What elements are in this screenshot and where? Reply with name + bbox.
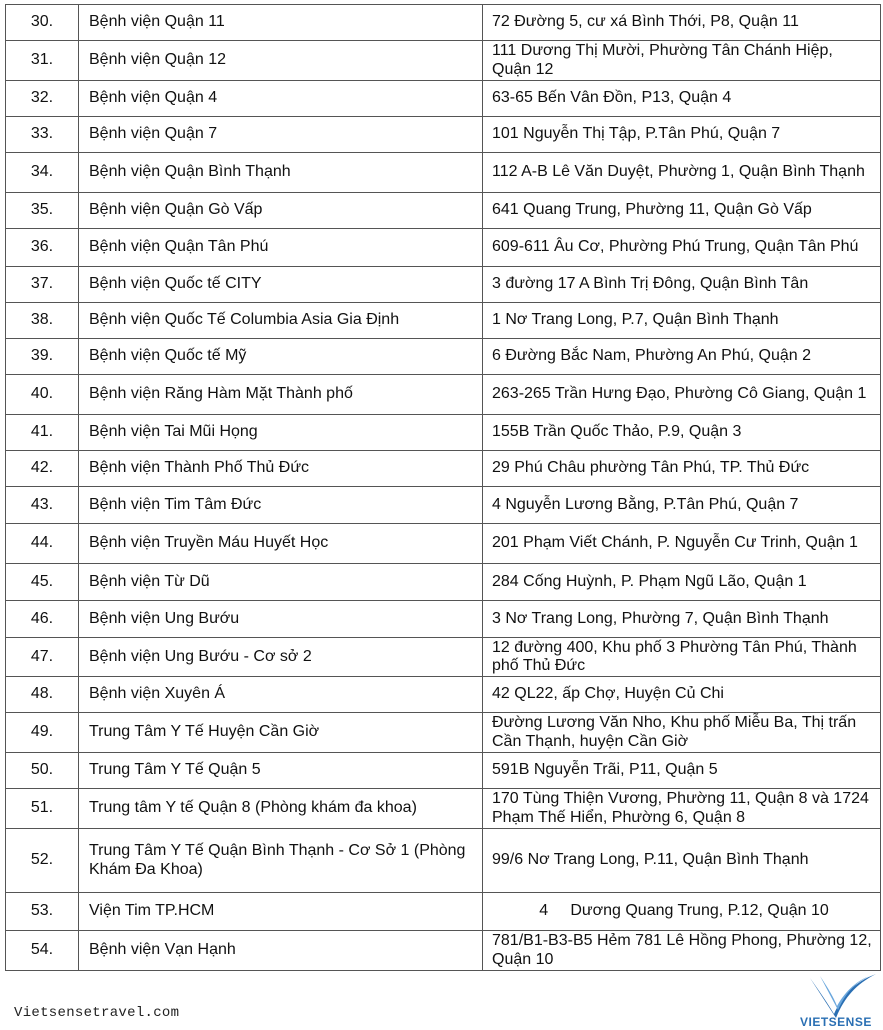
table-row xyxy=(6,267,881,303)
hospital-address: 201 Phạm Viết Chánh, P. Nguyễn Cư Trinh, Quận 1 xyxy=(483,524,881,564)
table-row xyxy=(6,229,881,267)
row-number: 34. xyxy=(6,153,79,193)
hospital-address: 101 Nguyễn Thị Tập, P.Tân Phú, Quận 7 xyxy=(483,117,881,153)
hospital-name: Bệnh viện Quốc tế CITY xyxy=(79,267,483,303)
hospital-address: 72 Đường 5, cư xá Bình Thới, P8, Quận 11 xyxy=(483,5,881,41)
row-number: 32. xyxy=(6,81,79,117)
hospital-address: 4 Dương Quang Trung, P.12, Quận 10 xyxy=(483,893,881,931)
table-row xyxy=(6,564,881,601)
row-number: 37. xyxy=(6,267,79,303)
table-row xyxy=(6,524,881,564)
hospital-name: Bệnh viện Quận Gò Vấp xyxy=(79,193,483,229)
hospital-name: Bệnh viện Quận 11 xyxy=(79,5,483,41)
table-row xyxy=(6,931,881,971)
hospital-address: 63-65 Bến Vân Đồn, P13, Quận 4 xyxy=(483,81,881,117)
hospital-list-sheet xyxy=(5,4,881,971)
hospital-name: Trung tâm Y tế Quận 8 (Phòng khám đa khoa) xyxy=(79,789,483,829)
hospital-name: Trung Tâm Y Tế Huyện Cần Giờ xyxy=(79,713,483,753)
hospital-name: Bệnh viện Quận 4 xyxy=(79,81,483,117)
table-row xyxy=(6,81,881,117)
row-number: 35. xyxy=(6,193,79,229)
table-row xyxy=(6,339,881,375)
row-number: 40. xyxy=(6,375,79,415)
hospital-name: Bệnh viện Quận Tân Phú xyxy=(79,229,483,267)
row-number: 33. xyxy=(6,117,79,153)
row-number: 41. xyxy=(6,415,79,451)
hospital-address: 1 Nơ Trang Long, P.7, Quận Bình Thạnh xyxy=(483,303,881,339)
hospital-address: 284 Cống Huỳnh, P. Phạm Ngũ Lão, Quận 1 xyxy=(483,564,881,601)
table-row xyxy=(6,41,881,81)
hospital-address: 155B Trần Quốc Thảo, P.9, Quận 3 xyxy=(483,415,881,451)
row-number: 48. xyxy=(6,677,79,713)
hospital-address: 12 đường 400, Khu phố 3 Phường Tân Phú, Thành phố Thủ Đức xyxy=(483,638,881,677)
table-row xyxy=(6,713,881,753)
hospital-name: Bệnh viện Răng Hàm Mặt Thành phố xyxy=(79,375,483,415)
hospital-address: 641 Quang Trung, Phường 11, Quận Gò Vấp xyxy=(483,193,881,229)
table-row xyxy=(6,638,881,677)
row-number: 47. xyxy=(6,638,79,677)
hospital-address: 781/B1-B3-B5 Hẻm 781 Lê Hồng Phong, Phường 12, Quận 10 xyxy=(483,931,881,971)
table-row xyxy=(6,415,881,451)
hospital-address: 170 Tùng Thiện Vương, Phường 11, Quận 8 và 1724 Phạm Thế Hiển, Phường 6, Quận 8 xyxy=(483,789,881,829)
row-number: 54. xyxy=(6,931,79,971)
hospital-address: 111 Dương Thị Mười, Phường Tân Chánh Hiệp, Quận 12 xyxy=(483,41,881,81)
hospital-address: 6 Đường Bắc Nam, Phường An Phú, Quận 2 xyxy=(483,339,881,375)
hospital-name: Viện Tim TP.HCM xyxy=(79,893,483,931)
logo-wordmark: VIETSENSE xyxy=(800,1015,872,1029)
table-row xyxy=(6,677,881,713)
row-number: 51. xyxy=(6,789,79,829)
table-row xyxy=(6,789,881,829)
table-row xyxy=(6,375,881,415)
table-row xyxy=(6,117,881,153)
hospital-name: Trung Tâm Y Tế Quận Bình Thạnh - Cơ Sở 1 (Phòng Khám Đa Khoa) xyxy=(79,829,483,893)
hospital-address: 609-611 Âu Cơ, Phường Phú Trung, Quận Tân Phú xyxy=(483,229,881,267)
hospital-name: Bệnh viện Vạn Hạnh xyxy=(79,931,483,971)
hospital-address: 29 Phú Châu phường Tân Phú, TP. Thủ Đức xyxy=(483,451,881,487)
row-number: 53. xyxy=(6,893,79,931)
row-number: 50. xyxy=(6,753,79,789)
hospital-address: Đường Lương Văn Nho, Khu phố Miễu Ba, Thị trấn Cần Thạnh, huyện Cần Giờ xyxy=(483,713,881,753)
table-row xyxy=(6,829,881,893)
table-row xyxy=(6,893,881,931)
hospital-name: Trung Tâm Y Tế Quận 5 xyxy=(79,753,483,789)
hospital-address: 99/6 Nơ Trang Long, P.11, Quận Bình Thạnh xyxy=(483,829,881,893)
hospital-address: 3 Nơ Trang Long, Phường 7, Quận Bình Thạnh xyxy=(483,601,881,638)
hospital-name: Bệnh viện Quốc tế Mỹ xyxy=(79,339,483,375)
hospital-name: Bệnh viện Từ Dũ xyxy=(79,564,483,601)
row-number: 43. xyxy=(6,487,79,524)
row-number: 44. xyxy=(6,524,79,564)
table-row xyxy=(6,601,881,638)
hospital-address: 3 đường 17 A Bình Trị Đông, Quận Bình Tân xyxy=(483,267,881,303)
row-number: 52. xyxy=(6,829,79,893)
hospital-name: Bệnh viện Thành Phố Thủ Đức xyxy=(79,451,483,487)
hospital-name: Bệnh viện Quận 12 xyxy=(79,41,483,81)
table-row xyxy=(6,303,881,339)
table-row xyxy=(6,193,881,229)
hospital-table xyxy=(5,4,881,971)
hospital-name: Bệnh viện Quốc Tế Columbia Asia Gia Định xyxy=(79,303,483,339)
hospital-address: 112 A-B Lê Văn Duyệt, Phường 1, Quận Bình Thạnh xyxy=(483,153,881,193)
hospital-name: Bệnh viện Ung Bướu xyxy=(79,601,483,638)
footer-website: Vietsensetravel.com xyxy=(14,1005,180,1021)
row-number: 36. xyxy=(6,229,79,267)
hospital-name: Bệnh viện Ung Bướu - Cơ sở 2 xyxy=(79,638,483,677)
hospital-table-body xyxy=(6,5,881,971)
hospital-name: Bệnh viện Truyền Máu Huyết Học xyxy=(79,524,483,564)
row-number: 39. xyxy=(6,339,79,375)
table-row xyxy=(6,451,881,487)
row-number: 31. xyxy=(6,41,79,81)
row-number: 45. xyxy=(6,564,79,601)
hospital-address: 42 QL22, ấp Chợ, Huyện Củ Chi xyxy=(483,677,881,713)
table-row xyxy=(6,753,881,789)
row-number: 49. xyxy=(6,713,79,753)
row-number: 38. xyxy=(6,303,79,339)
table-row xyxy=(6,5,881,41)
row-number: 46. xyxy=(6,601,79,638)
table-row xyxy=(6,487,881,524)
row-number: 42. xyxy=(6,451,79,487)
hospital-name: Bệnh viện Quận 7 xyxy=(79,117,483,153)
hospital-name: Bệnh viện Xuyên Á xyxy=(79,677,483,713)
hospital-name: Bệnh viện Quận Bình Thạnh xyxy=(79,153,483,193)
hospital-address: 4 Nguyễn Lương Bằng, P.Tân Phú, Quận 7 xyxy=(483,487,881,524)
row-number: 30. xyxy=(6,5,79,41)
hospital-name: Bệnh viện Tim Tâm Đức xyxy=(79,487,483,524)
hospital-name: Bệnh viện Tai Mũi Họng xyxy=(79,415,483,451)
hospital-address: 591B Nguyễn Trãi, P11, Quận 5 xyxy=(483,753,881,789)
table-row xyxy=(6,153,881,193)
hospital-address: 263-265 Trần Hưng Đạo, Phường Cô Giang, Quận 1 xyxy=(483,375,881,415)
